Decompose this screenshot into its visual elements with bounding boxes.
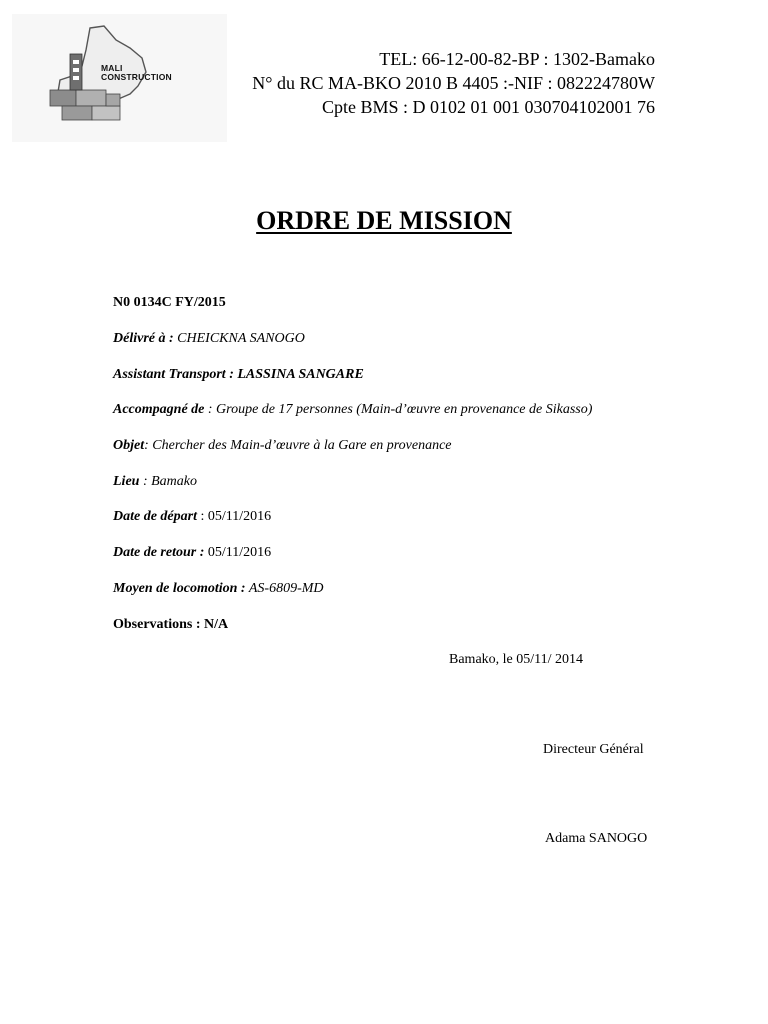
field-accompanied-by [113, 401, 592, 419]
field-value: LASSINA SANGARE [233, 367, 364, 382]
signer-name: Adama SANOGO [545, 831, 648, 846]
field-value: : Bamako [139, 474, 197, 489]
field-observations [113, 616, 228, 634]
field-label: Accompagné de [113, 402, 205, 417]
field-means-of-transport [113, 580, 324, 598]
company-logo [12, 14, 227, 142]
field-return-date [113, 544, 271, 562]
header-bank-account: Cpte BMS : D 0102 01 001 030704102001 76 [321, 97, 655, 117]
field-value: : 05/11/2016 [196, 509, 272, 524]
logo-text-mali: MALI [101, 63, 123, 73]
header-registration: N° du RC MA-BKO 2010 B 4405 :-NIF : 082224780W [252, 73, 655, 93]
mission-number: N0 0134C FY/2015 [113, 295, 226, 310]
field-purpose [113, 437, 452, 455]
field-label: Délivré à : [113, 331, 174, 346]
field-label: Assistant Transport : [113, 367, 234, 382]
field-label: Objet [113, 438, 145, 453]
place-and-date: Bamako, le 05/11/ 2014 [449, 652, 584, 667]
field-location [113, 473, 197, 491]
field-label: Lieu [113, 474, 140, 489]
signer-title: Directeur Général [543, 742, 644, 757]
field-transport-assistant [113, 366, 364, 384]
field-value: 05/11/2016 [204, 545, 272, 560]
field-delivered-to [113, 330, 305, 348]
field-value: : Groupe de 17 personnes (Main-d’œuvre en provenance de Sikasso) [204, 402, 593, 417]
document-title: ORDRE DE MISSION [256, 206, 512, 235]
field-label: Observations : [113, 617, 201, 632]
header-telephone: TEL: 66-12-00-82-BP : 1302-Bamako [379, 49, 655, 69]
field-value: AS-6809-MD [245, 581, 324, 596]
field-label: Date de retour : [113, 545, 205, 560]
field-value: : Chercher des Main-d’œuvre à la Gare en provenance [144, 438, 452, 453]
field-label: Date de départ [113, 509, 197, 524]
field-value: CHEICKNA SANOGO [173, 331, 305, 346]
field-label: Moyen de locomotion : [113, 581, 246, 596]
field-departure-date [113, 508, 271, 526]
field-value: N/A [200, 617, 229, 632]
logo-text-construction: CONSTRUCTION [101, 72, 172, 82]
